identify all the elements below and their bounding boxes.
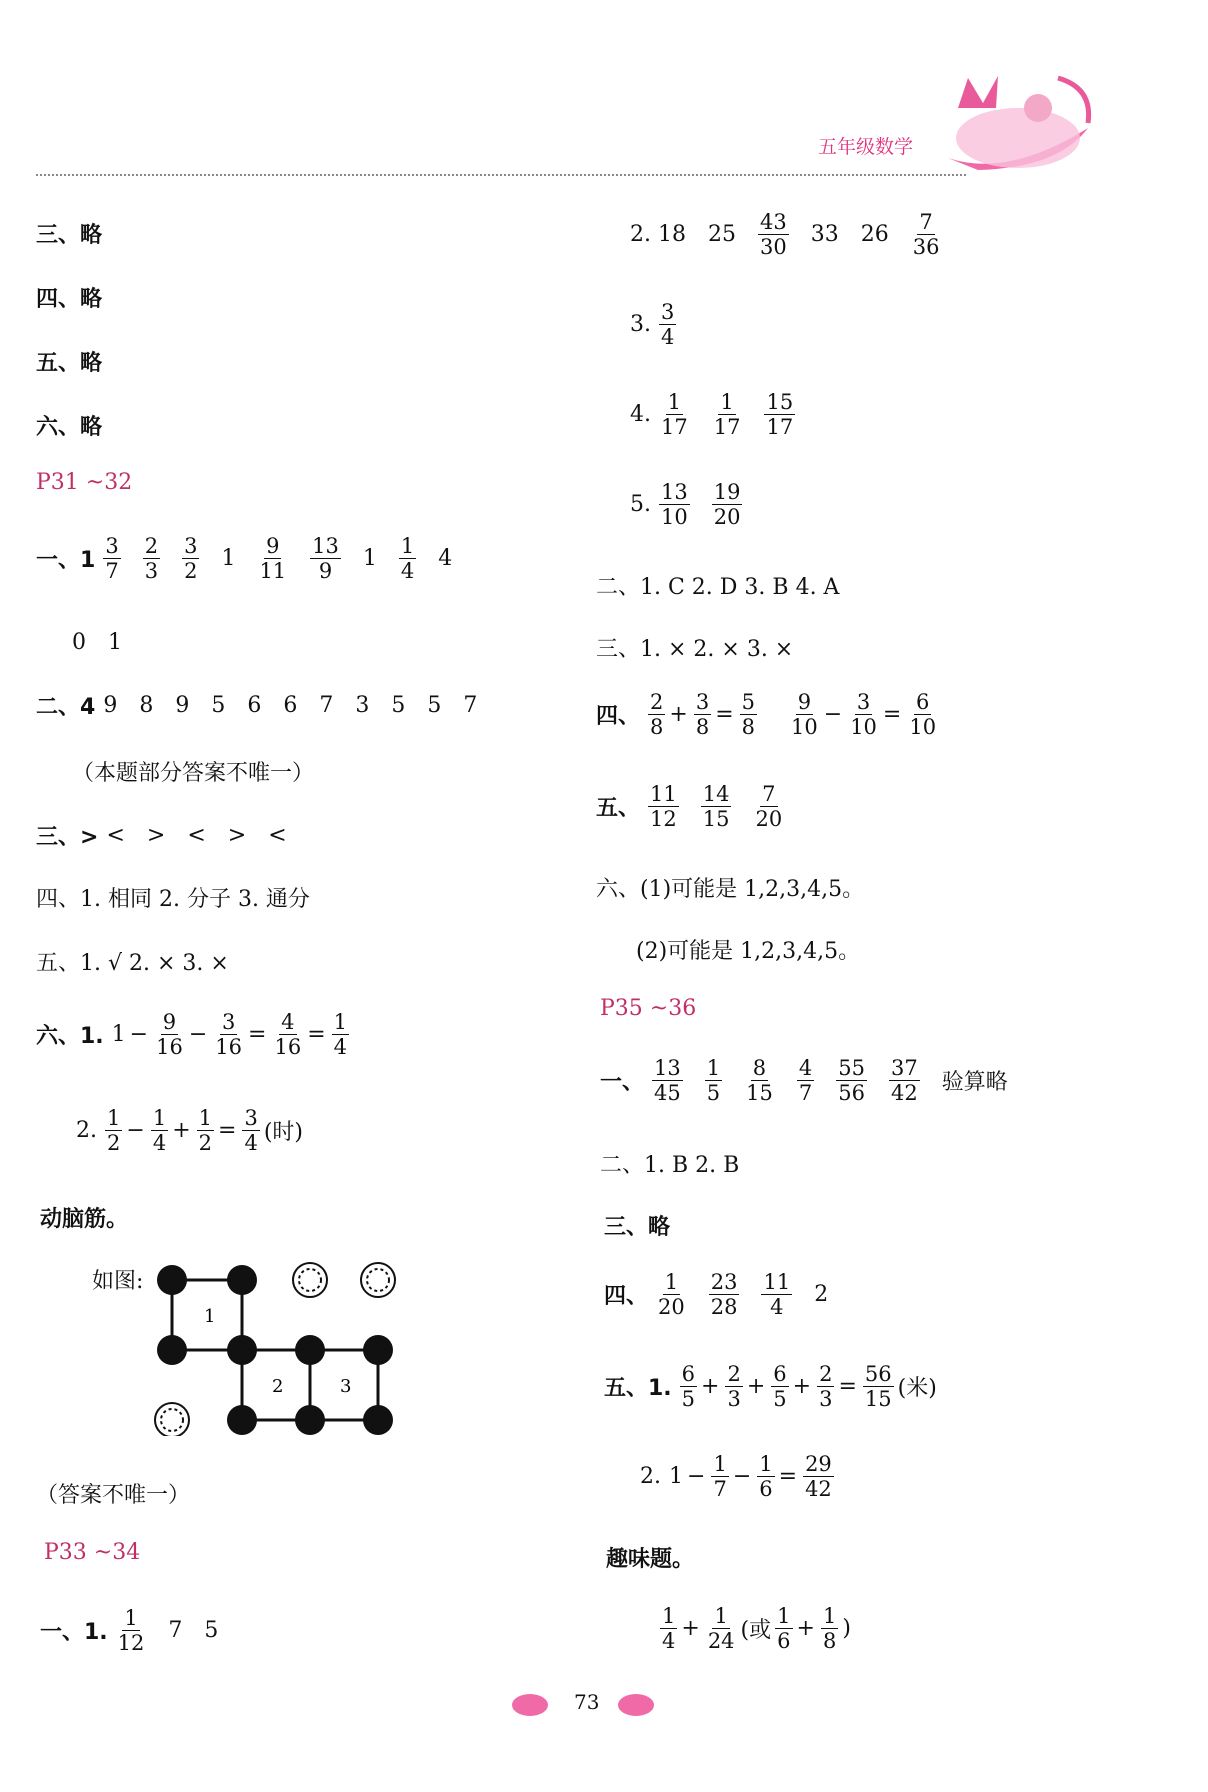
brain-note: （答案不唯一） xyxy=(36,1483,191,1508)
operator: − xyxy=(126,1118,145,1144)
fraction xyxy=(740,690,757,739)
fraction xyxy=(154,1010,185,1059)
filled-dot xyxy=(363,1335,393,1365)
q2-note: （本题部分答案不唯一） xyxy=(72,761,315,786)
numerator: 1 xyxy=(759,1452,773,1476)
numerator: 1 xyxy=(662,1604,676,1628)
denominator: 7 xyxy=(798,1081,813,1106)
hollow-dot-inner xyxy=(367,1269,389,1291)
r14-lead: 四、 xyxy=(604,1284,649,1310)
numerator: 1 xyxy=(713,1452,727,1476)
denominator: 20 xyxy=(713,505,741,530)
denominator: 16 xyxy=(274,1035,302,1060)
filled-dot xyxy=(227,1405,257,1435)
r5-answer: 二、1. C 2. D 3. B 4. A xyxy=(596,575,840,600)
value: 3 xyxy=(355,693,370,718)
value: 1 xyxy=(111,1022,126,1048)
denominator: 17 xyxy=(713,415,741,440)
r7-lead: 四、 xyxy=(596,704,641,730)
denominator: 24 xyxy=(707,1629,735,1654)
value: 5 xyxy=(391,693,406,718)
fraction xyxy=(821,1604,838,1653)
bird-left-icon xyxy=(512,1694,548,1716)
operator: = xyxy=(882,702,902,728)
denominator: 20 xyxy=(755,807,783,832)
denominator: 7 xyxy=(713,1477,727,1502)
surfer-mascot-icon xyxy=(938,68,1098,178)
filled-dot xyxy=(295,1405,325,1435)
operator: + xyxy=(746,1374,766,1400)
r8-lead: 五、 xyxy=(596,796,641,822)
numerator: 13 xyxy=(661,480,688,504)
operator: = xyxy=(715,702,734,728)
r6-answer: 三、1. × 2. × 3. × xyxy=(596,637,794,662)
fun-title: 趣味题。 xyxy=(606,1547,695,1572)
fraction xyxy=(817,1362,834,1411)
denominator: 15 xyxy=(864,1387,892,1412)
q4-answer: 四、1. 相同 2. 分子 3. 通分 xyxy=(36,887,310,912)
numerator: 14 xyxy=(702,782,730,806)
r3-lead: 4. xyxy=(630,402,651,428)
section-p31-32: P31 ~32 xyxy=(36,470,133,495)
r9-answer: 六、(1)可能是 1,2,3,4,5。 xyxy=(596,877,865,902)
value: 4 xyxy=(438,546,453,572)
denominator: 12 xyxy=(650,807,677,832)
denominator: 3 xyxy=(819,1387,833,1412)
fraction xyxy=(706,1604,737,1653)
fraction xyxy=(105,1106,122,1155)
numerator: 5 xyxy=(741,690,756,714)
fraction xyxy=(889,1056,920,1105)
bird-right-icon xyxy=(618,1694,654,1716)
numerator: 56 xyxy=(864,1362,892,1386)
fraction xyxy=(797,1056,814,1105)
value: 1 xyxy=(108,630,122,655)
line-right-r16 xyxy=(640,1452,838,1501)
operator: + xyxy=(792,1374,812,1400)
numerator: 1 xyxy=(720,390,734,414)
denominator: 56 xyxy=(838,1081,865,1106)
numerator: 55 xyxy=(838,1056,865,1080)
numerator: 3 xyxy=(695,690,710,714)
numerator: 1 xyxy=(400,534,415,558)
line-right-r14 xyxy=(604,1270,850,1319)
operator: − xyxy=(687,1464,706,1490)
value: 25 xyxy=(707,222,736,248)
denominator: 4 xyxy=(661,325,675,350)
numerator: 2 xyxy=(650,690,664,714)
value: 9 xyxy=(175,693,190,718)
fraction xyxy=(648,690,665,739)
r13-answer: 三、略 xyxy=(604,1215,671,1240)
line-right-r15 xyxy=(604,1362,941,1411)
denominator: 15 xyxy=(746,1081,773,1106)
operator: = xyxy=(778,1464,798,1490)
numerator: 11 xyxy=(650,782,677,806)
value: 33 xyxy=(810,222,839,248)
denominator: 10 xyxy=(791,715,818,740)
numerator: 1 xyxy=(667,390,682,414)
fraction xyxy=(711,1452,728,1501)
numerator: 3 xyxy=(184,534,198,558)
fraction xyxy=(789,690,820,739)
denominator: 2 xyxy=(184,559,198,584)
r12-answer: 二、1. B 2. B xyxy=(600,1153,740,1178)
denominator: 5 xyxy=(773,1387,787,1412)
numerator: 1 xyxy=(822,1604,837,1628)
operator: − xyxy=(129,1022,149,1048)
answer-6: 六、略 xyxy=(36,415,103,440)
line-right-r17 xyxy=(660,1604,855,1653)
q7-lead: 一、1. xyxy=(40,1620,108,1646)
region-3: 3 xyxy=(340,1376,352,1397)
fraction xyxy=(399,534,416,583)
denominator: 17 xyxy=(766,415,794,440)
fraction xyxy=(659,480,690,529)
numerator: 1 xyxy=(124,1606,138,1630)
line-left-q1 xyxy=(36,534,474,583)
denominator: 5 xyxy=(681,1387,696,1412)
fraction xyxy=(656,1270,687,1319)
value: 26 xyxy=(860,222,889,248)
fraction xyxy=(761,1270,792,1319)
value: 9 xyxy=(103,693,118,718)
r15-lead: 五、1. xyxy=(604,1376,672,1402)
answer-5: 五、略 xyxy=(36,351,103,376)
q5-answer: 五、1. √ 2. × 3. × xyxy=(36,951,229,976)
line-left-q2 xyxy=(36,690,499,721)
numerator: 3 xyxy=(221,1010,236,1034)
region-2: 2 xyxy=(272,1376,284,1397)
denominator: 4 xyxy=(152,1131,167,1156)
operator: + xyxy=(172,1118,191,1144)
fraction xyxy=(680,1362,697,1411)
fraction xyxy=(197,1106,214,1155)
value: 1 xyxy=(362,546,377,572)
fraction xyxy=(725,1362,742,1411)
operator: − xyxy=(188,1022,208,1048)
value: 8 xyxy=(139,693,154,718)
value: < xyxy=(187,823,206,848)
fraction xyxy=(694,690,711,739)
numerator: 3 xyxy=(856,690,871,714)
fraction xyxy=(242,1106,259,1155)
r1-lead: 2. 18 xyxy=(630,222,686,248)
dot-grid-figure xyxy=(150,1256,410,1436)
fraction xyxy=(648,782,679,831)
numerator: 13 xyxy=(312,534,339,558)
denominator: 4 xyxy=(770,1295,784,1320)
fraction xyxy=(257,534,288,583)
section-p33-34: P33 ~34 xyxy=(44,1540,141,1565)
fraction xyxy=(143,534,160,583)
fraction xyxy=(744,1056,775,1105)
numerator: 1 xyxy=(152,1106,167,1130)
fraction xyxy=(712,390,743,439)
denominator: 16 xyxy=(215,1035,243,1060)
value: 6 xyxy=(283,693,298,718)
hollow-dot-inner xyxy=(161,1409,183,1431)
denominator: 4 xyxy=(333,1035,347,1060)
fraction xyxy=(753,782,784,831)
r16-lead: 2. xyxy=(640,1464,661,1490)
numerator: 1 xyxy=(333,1010,347,1034)
filled-dot xyxy=(157,1265,187,1295)
numerator: 13 xyxy=(654,1056,681,1080)
header-mascot xyxy=(938,68,1098,178)
fraction xyxy=(701,782,732,831)
fraction xyxy=(332,1010,349,1059)
denominator: 4 xyxy=(244,1131,258,1156)
value: 5 xyxy=(204,1618,219,1644)
numerator: 2 xyxy=(144,534,159,558)
value: 1 xyxy=(669,1464,683,1490)
fraction xyxy=(712,480,743,529)
fraction xyxy=(764,390,795,439)
line-left-q6a xyxy=(36,1010,353,1059)
q1-lead: 一、1 xyxy=(36,548,96,574)
numerator: 37 xyxy=(890,1056,918,1080)
denominator: 9 xyxy=(318,559,333,584)
numerator: 2 xyxy=(819,1362,833,1386)
numerator: 6 xyxy=(681,1362,696,1386)
figure-label: 如图: xyxy=(92,1269,144,1294)
fraction xyxy=(659,390,690,439)
q3-lead: 三、> xyxy=(36,825,99,850)
q6b-lead: 2. xyxy=(76,1118,97,1144)
denominator: 2 xyxy=(198,1131,212,1156)
line-left-q6b xyxy=(76,1106,307,1155)
numerator: 1 xyxy=(107,1106,121,1130)
denominator: 8 xyxy=(822,1629,837,1654)
value: 6 xyxy=(247,693,262,718)
value: 5 xyxy=(427,693,442,718)
brain-title: 动脑筋。 xyxy=(40,1207,129,1232)
fraction xyxy=(310,534,341,583)
value: > xyxy=(146,823,166,848)
line-right-r2 xyxy=(630,300,698,349)
denominator: 17 xyxy=(661,415,688,440)
answer-4: 四、略 xyxy=(36,287,103,312)
numerator: 19 xyxy=(713,480,741,504)
value: < xyxy=(268,823,287,848)
hollow-dot-inner xyxy=(299,1269,321,1291)
denominator: 4 xyxy=(662,1629,676,1654)
fraction xyxy=(757,1452,774,1501)
numerator: 43 xyxy=(759,210,787,234)
page-number: 73 xyxy=(574,1690,600,1714)
value: (米) xyxy=(897,1376,937,1402)
fraction xyxy=(213,1010,244,1059)
fraction xyxy=(863,1362,894,1411)
denominator: 10 xyxy=(850,715,877,740)
line-right-r8 xyxy=(596,782,806,831)
denominator: 10 xyxy=(909,715,937,740)
fraction xyxy=(771,1362,788,1411)
denominator: 12 xyxy=(117,1631,145,1656)
operator: + xyxy=(669,702,688,728)
value: 7 xyxy=(463,693,478,718)
denominator: 8 xyxy=(741,715,756,740)
value: < xyxy=(106,823,125,848)
numerator: 1 xyxy=(714,1604,728,1628)
numerator: 23 xyxy=(710,1270,738,1294)
denominator: 4 xyxy=(400,559,415,584)
numerator: 1 xyxy=(664,1270,679,1294)
fraction xyxy=(652,1056,683,1105)
value: 5 xyxy=(211,693,226,718)
fraction xyxy=(272,1010,303,1059)
r2-lead: 3. xyxy=(630,312,651,338)
line-right-r4 xyxy=(630,480,764,529)
denominator: 42 xyxy=(805,1477,832,1502)
line-right-r11 xyxy=(600,1056,1030,1105)
denominator: 10 xyxy=(661,505,688,530)
r10-answer: (2)可能是 1,2,3,4,5。 xyxy=(636,939,861,964)
fraction xyxy=(182,534,199,583)
region-1: 1 xyxy=(204,1306,216,1327)
numerator: 3 xyxy=(661,300,675,324)
denominator: 6 xyxy=(759,1477,773,1502)
operator: − xyxy=(732,1464,752,1490)
value: 0 xyxy=(72,630,86,655)
operator: + xyxy=(796,1616,815,1642)
filled-dot xyxy=(157,1335,187,1365)
numerator: 29 xyxy=(805,1452,832,1476)
denominator: 15 xyxy=(702,807,730,832)
value: (时) xyxy=(263,1120,303,1146)
fraction xyxy=(660,1604,677,1653)
denominator: 7 xyxy=(105,559,119,584)
fraction xyxy=(911,210,942,259)
fraction xyxy=(659,300,676,349)
numerator: 4 xyxy=(281,1010,295,1034)
numerator: 8 xyxy=(752,1056,767,1080)
numerator: 1 xyxy=(777,1604,791,1628)
line-left-q1b xyxy=(72,630,144,655)
denominator: 8 xyxy=(695,715,710,740)
operator: = xyxy=(307,1022,326,1048)
denominator: 20 xyxy=(658,1295,685,1320)
numerator: 15 xyxy=(766,390,794,414)
value: 1 xyxy=(221,546,236,572)
fraction xyxy=(103,534,120,583)
line-right-r3 xyxy=(630,390,817,439)
line-left-q7 xyxy=(40,1606,240,1655)
section-p35-36: P35 ~36 xyxy=(600,996,697,1021)
value: 验算略 xyxy=(941,1070,1008,1096)
line-right-r1 xyxy=(630,210,963,259)
denominator: 6 xyxy=(777,1629,791,1654)
fraction xyxy=(705,1056,722,1105)
operator: + xyxy=(701,1374,720,1400)
numerator: 9 xyxy=(162,1010,177,1034)
header-divider xyxy=(36,174,966,176)
denominator: 45 xyxy=(654,1081,681,1106)
fraction xyxy=(848,690,879,739)
r4-lead: 5. xyxy=(630,492,651,518)
denominator: 30 xyxy=(759,235,787,260)
fraction xyxy=(758,210,789,259)
value: (或 xyxy=(740,1618,772,1644)
denominator: 11 xyxy=(259,559,287,584)
numerator: 9 xyxy=(266,534,280,558)
numerator: 3 xyxy=(105,534,119,558)
numerator: 9 xyxy=(797,690,812,714)
operator: = xyxy=(838,1374,857,1400)
numerator: 3 xyxy=(244,1106,258,1130)
numerator: 1 xyxy=(198,1106,212,1130)
denominator: 3 xyxy=(727,1387,741,1412)
fraction xyxy=(907,690,938,739)
q6-lead: 六、1. xyxy=(36,1024,104,1050)
value: > xyxy=(227,823,247,848)
numerator: 2 xyxy=(727,1362,741,1386)
numerator: 11 xyxy=(763,1270,791,1294)
filled-dot xyxy=(363,1405,393,1435)
denominator: 36 xyxy=(912,235,940,260)
operator: − xyxy=(823,702,843,728)
q2-lead: 二、4 xyxy=(36,695,96,720)
operator: = xyxy=(218,1118,237,1144)
line-right-r7 xyxy=(596,690,942,739)
fraction xyxy=(803,1452,834,1501)
answer-3: 三、略 xyxy=(36,223,103,248)
fraction xyxy=(775,1604,792,1653)
operator: + xyxy=(681,1616,700,1642)
value: 7 xyxy=(168,1618,183,1644)
fraction xyxy=(116,1606,147,1655)
denominator: 2 xyxy=(107,1131,121,1156)
numerator: 7 xyxy=(762,782,776,806)
value: ) xyxy=(842,1616,851,1642)
line-left-q3 xyxy=(36,820,309,851)
r11-lead: 一、 xyxy=(600,1070,645,1096)
numerator: 4 xyxy=(798,1056,813,1080)
denominator: 28 xyxy=(710,1295,738,1320)
numerator: 1 xyxy=(706,1056,721,1080)
operator: = xyxy=(248,1022,267,1048)
fraction xyxy=(836,1056,867,1105)
denominator: 42 xyxy=(890,1081,918,1106)
denominator: 8 xyxy=(650,715,664,740)
denominator: 16 xyxy=(156,1035,183,1060)
denominator: 5 xyxy=(706,1081,721,1106)
filled-dot xyxy=(227,1265,257,1295)
fraction xyxy=(709,1270,740,1319)
numerator: 6 xyxy=(773,1362,787,1386)
numerator: 7 xyxy=(919,210,933,234)
numerator: 6 xyxy=(916,690,930,714)
value: 2 xyxy=(814,1282,829,1308)
fraction xyxy=(151,1106,168,1155)
filled-dot xyxy=(227,1335,257,1365)
filled-dot xyxy=(295,1335,325,1365)
denominator: 3 xyxy=(144,559,159,584)
header-title: 五年级数学 xyxy=(818,136,914,158)
value: 7 xyxy=(319,693,334,718)
